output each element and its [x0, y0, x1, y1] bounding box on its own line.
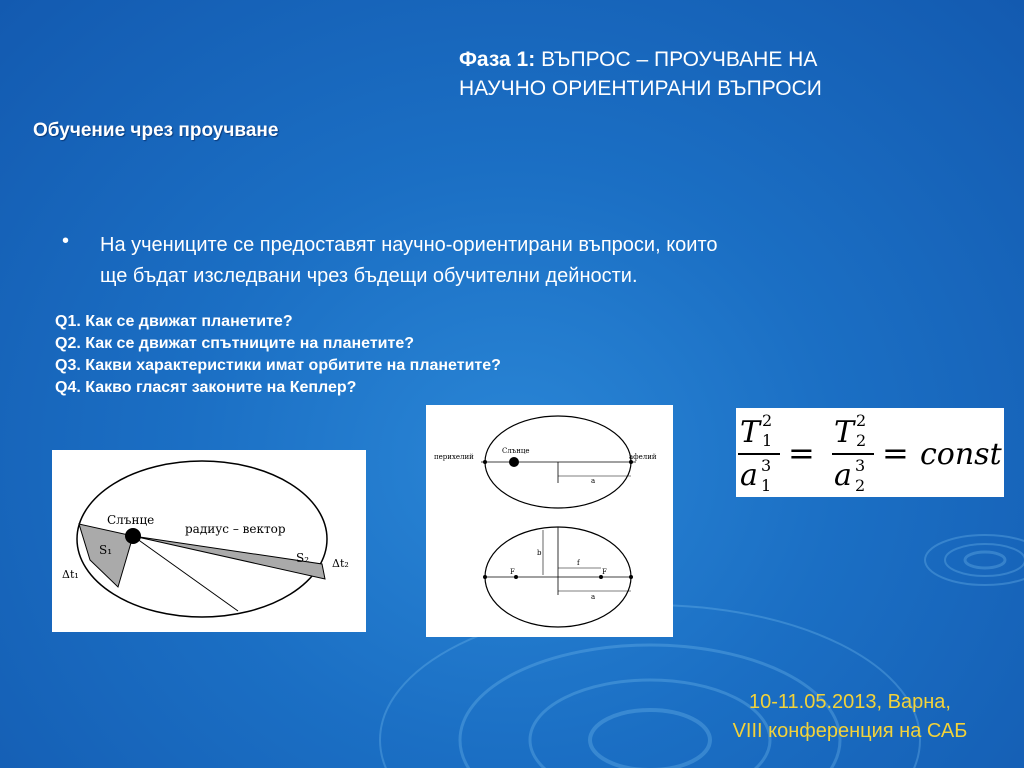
bullet-symbol: •: [62, 230, 70, 252]
questions-list: [55, 311, 501, 399]
area-s1-label: S₁: [99, 543, 113, 557]
kepler-third-law-formula: [736, 408, 1004, 497]
formula-t2: T: [834, 415, 855, 450]
bullet-text: [100, 230, 920, 292]
area-s2-label: S₂: [296, 551, 310, 565]
phase-line1: ВЪПРОС – ПРОУЧВАНЕ НА: [541, 48, 818, 71]
semi-major-bottom-label: a: [591, 593, 596, 601]
question-item: Q2. Как се движат спътниците на планетите?: [55, 335, 415, 352]
section-subtitle: Обучение чрез проучване: [33, 120, 279, 141]
phase-title: [459, 45, 979, 103]
semi-minor-label: b: [537, 549, 542, 557]
focus-left-label: F: [510, 568, 515, 576]
phase-line2: НАУЧНО ОРИЕНТИРАНИ ВЪПРОСИ: [459, 77, 822, 100]
formula-t2-sup: 2: [856, 411, 867, 430]
question-item: Q1. Как се движат планетите?: [55, 313, 293, 330]
focus-right-label: F: [602, 568, 607, 576]
formula-a2-sub: 2: [855, 476, 866, 495]
formula-a1-sup: 3: [761, 456, 772, 475]
question-item: Q3. Какви характеристики имат орбитите на планетите?: [55, 357, 501, 374]
question-item: Q4. Какво гласят законите на Кеплер?: [55, 379, 357, 396]
formula-const: const: [920, 437, 1002, 472]
kepler-second-law-figure: [52, 450, 366, 632]
formula-a1-sub: 1: [761, 476, 772, 495]
sun-label: Слънце: [502, 447, 530, 455]
footer-date-place: 10-11.05.2013, Варна,: [749, 691, 951, 713]
bullet-line1: На учениците се предоставят научно-ориентирани въпроси, които: [100, 234, 718, 256]
formula-a1: a: [740, 458, 758, 493]
sun-label: Слънце: [107, 513, 155, 527]
formula-a2-sup: 3: [855, 456, 866, 475]
perihelion-label: перихелий: [434, 453, 474, 461]
conference-footer: [690, 688, 1010, 746]
formula-t1: T: [740, 415, 761, 450]
formula-t1-sup: 2: [762, 411, 773, 430]
formula-t1-sub: 1: [762, 431, 773, 450]
radius-vector-label: радиус – вектор: [185, 522, 286, 536]
orbit-parameters-figure: [426, 405, 673, 637]
footer-conference: VIII конференция на САБ: [732, 720, 968, 742]
aphelion-label: афелий: [629, 453, 657, 461]
focal-distance-label: f: [577, 559, 580, 567]
phase-label: Фаза 1:: [459, 48, 536, 71]
formula-a2: a: [834, 458, 852, 493]
semi-major-label: a: [591, 477, 596, 485]
dt2-label: Δt₂: [332, 557, 349, 570]
dt1-label: Δt₁: [62, 568, 79, 581]
formula-equals-2: =: [882, 434, 909, 472]
formula-equals-1: =: [788, 434, 815, 472]
bullet-line2: ще бъдат изследвани чрез бъдещи обучителни дейности.: [100, 265, 638, 287]
formula-t2-sub: 2: [856, 431, 867, 450]
